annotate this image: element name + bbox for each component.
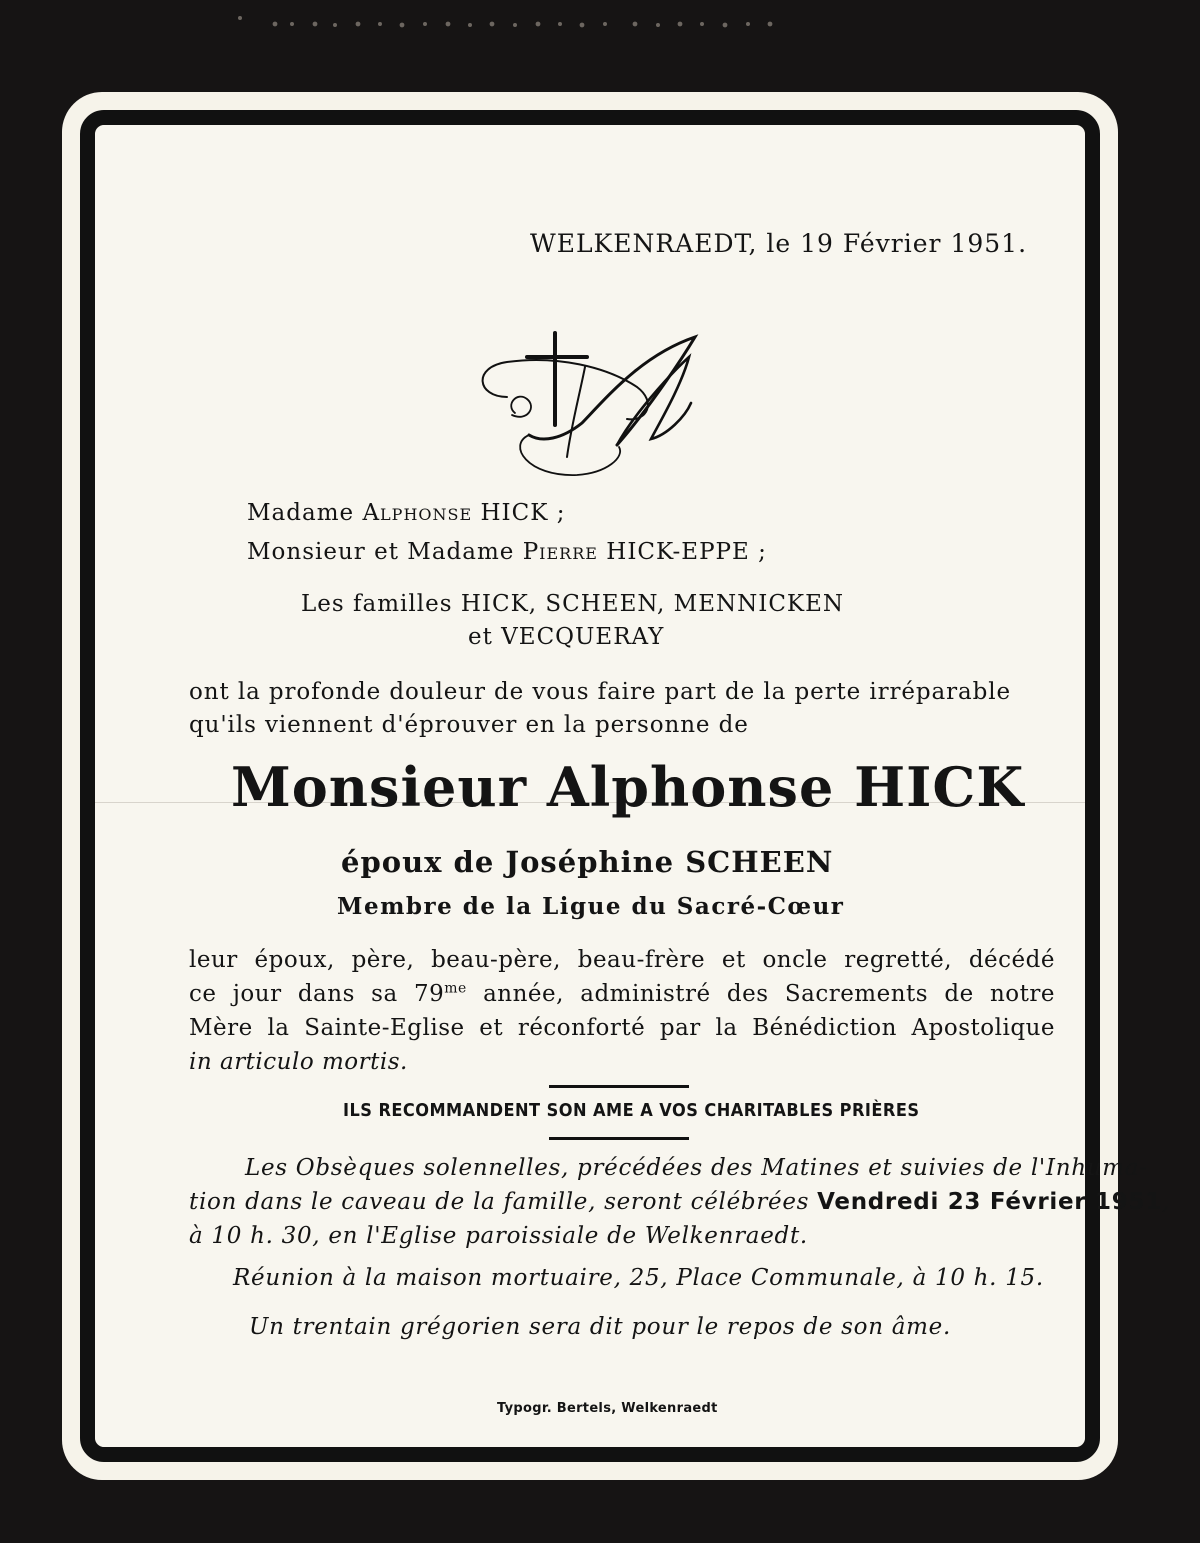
divider-top <box>549 1085 689 1088</box>
obsequies-line-3: à 10 h. 30, en l'Eglise paroissiale de Welkenraedt. <box>189 1223 808 1249</box>
family-line-1: Madame Alphonse HICK ; <box>247 500 566 526</box>
prayer-request: ILS RECOMMANDENT SON AME A VOS CHARITABLES PRIÈRES <box>343 1100 920 1121</box>
trentain-line: Un trentain grégorien sera dit pour le repos de son âme. <box>249 1314 951 1340</box>
obsequies-line-2: tion dans le caveau de la famille, seront célébrées Vendredi 23 Février 1951, <box>189 1189 1170 1215</box>
announcement-line-2: qu'ils viennent d'éprouver en la personne de <box>189 712 749 738</box>
announcement-line-1: ont la profonde douleur de vous faire part de la perte irréparable <box>189 679 1012 705</box>
bio-line-2: ce jour dans sa $79^{me}$ année, administré des Sacrements de notre <box>189 980 1055 1007</box>
date-line <box>530 229 1027 258</box>
funeral-date: Vendredi 23 Février 1951 <box>817 1189 1162 1215</box>
date-text: le 19 Février 1951. <box>757 229 1028 258</box>
death-notice-card <box>62 92 1170 1480</box>
obsequies-line-1: Les Obsèques solennelles, précédées des Matines et suivies de l'Inhuma- <box>245 1155 1148 1181</box>
reunion-line: Réunion à la maison mortuaire, 25, Place Communale, à 10 h. 15. <box>233 1265 1044 1291</box>
deceased-name: Monsieur Alphonse HICK <box>231 755 1025 819</box>
notice-body <box>95 125 1170 1447</box>
cross-monogram-icon <box>467 327 707 487</box>
perforation-marks <box>230 10 790 40</box>
family-line-2: Monsieur et Madame Pierre HICK-EPPE ; <box>247 539 767 565</box>
family-line-3: Les familles HICK, SCHEEN, MENNICKEN <box>301 591 845 617</box>
family-line-4: et VECQUERAY <box>468 624 665 650</box>
date-place: WELKENRAEDT, <box>530 229 758 258</box>
printer-credit: Typogr. Bertels, Welkenraedt <box>497 1401 718 1416</box>
bio-line-4: in articulo mortis. <box>189 1049 408 1075</box>
bio-line-1: leur époux, père, beau-père, beau-frère et oncle regretté, décédé <box>189 947 1055 973</box>
divider-bottom <box>549 1137 689 1140</box>
deceased-spouse: époux de Joséphine SCHEEN <box>341 845 834 879</box>
biography-paragraph <box>189 943 1055 1079</box>
bio-line-3: Mère la Sainte-Eglise et réconforté par la Bénédiction Apostolique <box>189 1015 1055 1041</box>
deceased-membership: Membre de la Ligue du Sacré-Cœur <box>337 893 845 920</box>
